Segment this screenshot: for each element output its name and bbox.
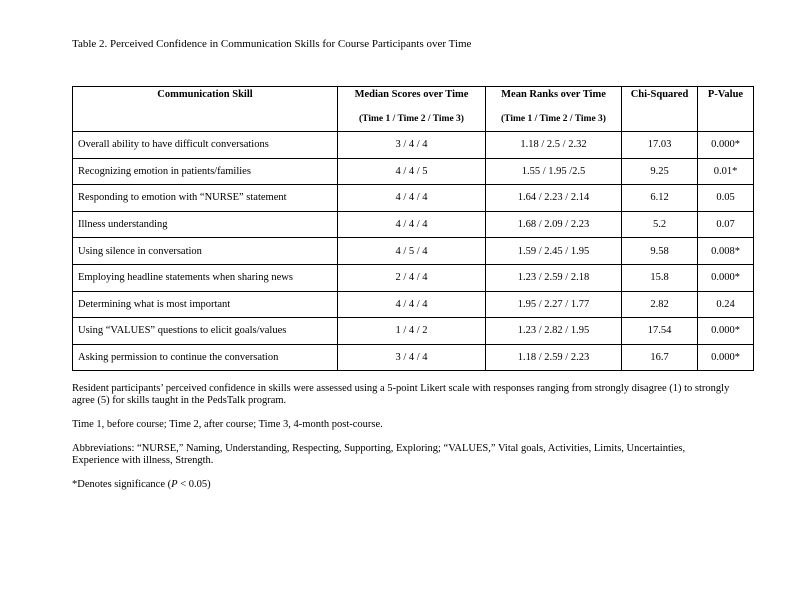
cell-ranks: 1.23 / 2.59 / 2.18	[486, 264, 622, 291]
cell-chi: 5.2	[622, 211, 698, 238]
cell-chi: 2.82	[622, 291, 698, 318]
cell-p: 0.000*	[698, 264, 754, 291]
table-notes	[72, 383, 732, 503]
cell-ranks: 1.23 / 2.82 / 1.95	[486, 318, 622, 345]
cell-p: 0.000*	[698, 132, 754, 159]
table-row	[73, 132, 754, 159]
cell-ranks: 1.18 / 2.5 / 2.32	[486, 132, 622, 159]
cell-ranks: 1.64 / 2.23 / 2.14	[486, 185, 622, 212]
cell-median: 4 / 4 / 4	[338, 185, 486, 212]
cell-p: 0.07	[698, 211, 754, 238]
table-caption: Table 2. Perceived Confidence in Communication Skills for Course Participants over Time	[72, 38, 472, 50]
table-row	[73, 264, 754, 291]
cell-median: 3 / 4 / 4	[338, 132, 486, 159]
note-likert: Resident participants’ perceived confidence in skills were assessed using a 5-point Likert scale with responses ranging from strongly disagree (1) to strongly agree (5) for skills taught in the PedsTalk program.	[72, 383, 730, 406]
cell-median: 4 / 4 / 4	[338, 291, 486, 318]
cell-chi: 9.25	[622, 158, 698, 185]
cell-skill: Determining what is most important	[73, 291, 338, 318]
table-row	[73, 318, 754, 345]
cell-p: 0.008*	[698, 238, 754, 265]
cell-chi: 6.12	[622, 185, 698, 212]
cell-skill: Responding to emotion with “NURSE” statement	[73, 185, 338, 212]
table-row	[73, 185, 754, 212]
cell-median: 3 / 4 / 4	[338, 344, 486, 371]
header-subrow	[73, 107, 754, 132]
cell-skill: Asking permission to continue the conversation	[73, 344, 338, 371]
table-row	[73, 158, 754, 185]
cell-chi: 9.58	[622, 238, 698, 265]
cell-chi: 17.54	[622, 318, 698, 345]
cell-skill: Using “VALUES” questions to elicit goals/values	[73, 318, 338, 345]
header-p: P-Value	[698, 87, 754, 108]
cell-skill: Employing headline statements when sharing news	[73, 264, 338, 291]
cell-ranks: 1.68 / 2.09 / 2.23	[486, 211, 622, 238]
cell-chi: 16.7	[622, 344, 698, 371]
cell-skill: Recognizing emotion in patients/families	[73, 158, 338, 185]
header-row	[73, 87, 754, 108]
cell-p: 0.05	[698, 185, 754, 212]
header-ranks-sub: (Time 1 / Time 2 / Time 3)	[486, 107, 622, 132]
cell-chi: 17.03	[622, 132, 698, 159]
header-skill: Communication Skill	[73, 87, 338, 108]
table-row	[73, 291, 754, 318]
confidence-table	[72, 86, 754, 371]
table-body	[73, 132, 754, 371]
note-significance: *Denotes significance (P < 0.05)	[72, 479, 211, 490]
table-row	[73, 211, 754, 238]
cell-ranks: 1.95 / 2.27 / 1.77	[486, 291, 622, 318]
cell-median: 4 / 5 / 4	[338, 238, 486, 265]
cell-skill: Using silence in conversation	[73, 238, 338, 265]
cell-p: 0.01*	[698, 158, 754, 185]
header-median-sub: (Time 1 / Time 2 / Time 3)	[338, 107, 486, 132]
header-chi: Chi-Squared	[622, 87, 698, 108]
cell-median: 4 / 4 / 5	[338, 158, 486, 185]
header-ranks: Mean Ranks over Time	[486, 87, 622, 108]
header-median: Median Scores over Time	[338, 87, 486, 108]
cell-skill: Illness understanding	[73, 211, 338, 238]
note-abbreviations: Abbreviations: “NURSE,” Naming, Understanding, Respecting, Supporting, Exploring; “VALUES,” Vital goals, Activities, Limits, Uncertainties, Experience with illness, Strength.	[72, 443, 686, 466]
cell-ranks: 1.18 / 2.59 / 2.23	[486, 344, 622, 371]
cell-median: 1 / 4 / 2	[338, 318, 486, 345]
cell-p: 0.000*	[698, 344, 754, 371]
cell-ranks: 1.55 / 1.95 /2.5	[486, 158, 622, 185]
cell-median: 2 / 4 / 4	[338, 264, 486, 291]
cell-p: 0.24	[698, 291, 754, 318]
cell-median: 4 / 4 / 4	[338, 211, 486, 238]
cell-chi: 15.8	[622, 264, 698, 291]
cell-ranks: 1.59 / 2.45 / 1.95	[486, 238, 622, 265]
cell-p: 0.000*	[698, 318, 754, 345]
note-times: Time 1, before course; Time 2, after course; Time 3, 4-month post-course.	[72, 419, 383, 430]
table-row	[73, 238, 754, 265]
table-row	[73, 344, 754, 371]
cell-skill: Overall ability to have difficult conversations	[73, 132, 338, 159]
